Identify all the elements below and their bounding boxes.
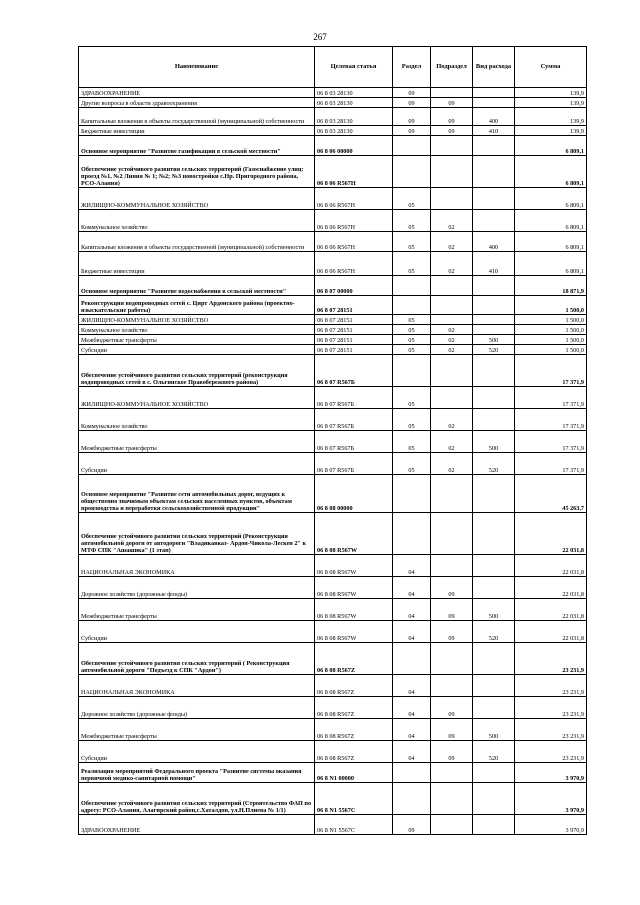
row-target: 06 8 07 R567Б [315, 431, 393, 453]
row-target: 06 8 06 R567Н [315, 232, 393, 252]
table-row [79, 276, 587, 296]
row-subsection [431, 296, 473, 315]
row-expense-type: 410 [473, 252, 515, 276]
table-row [79, 345, 587, 355]
row-amount: 3 970,9 [515, 815, 587, 835]
row-name: Основное мероприятие "Развитие водоснабжения в сельской местности" [79, 276, 315, 296]
table-row [79, 325, 587, 335]
row-amount: 6 809,1 [515, 232, 587, 252]
row-amount: 17 371,9 [515, 431, 587, 453]
row-target: 06 8 N1 5567С [315, 815, 393, 835]
row-target: 06 8 07 28151 [315, 335, 393, 345]
row-subsection [431, 643, 473, 675]
row-subsection [431, 675, 473, 697]
row-name: Обеспечение устойчивого развития сельских территорий (Газоснабжение улиц: проезд №1, №2 Линия № 1; №2; №3 новостройки с.Нр. Пригородного района, РСО-Алания) [79, 156, 315, 188]
row-section: 09 [393, 108, 431, 126]
row-expense-type [473, 315, 515, 325]
row-name: Дорожное хозяйство (дорожные фонды) [79, 697, 315, 719]
row-name: Межбюджетные трансферты [79, 335, 315, 345]
row-expense-type [473, 555, 515, 577]
table-row [79, 577, 587, 599]
row-section: 04 [393, 719, 431, 741]
header-amount: Сумма [515, 47, 587, 88]
row-section [393, 156, 431, 188]
row-amount: 23 231,9 [515, 741, 587, 763]
budget-table [78, 46, 587, 835]
row-expense-type [473, 355, 515, 387]
row-amount: 139,9 [515, 126, 587, 136]
row-target: 06 8 08 R567W [315, 513, 393, 555]
row-section [393, 276, 431, 296]
row-target: 06 8 07 28151 [315, 325, 393, 335]
table-row [79, 599, 587, 621]
row-name: Дорожное хозяйство (дорожные фонды) [79, 577, 315, 599]
row-amount: 18 871,9 [515, 276, 587, 296]
table-row [79, 643, 587, 675]
row-target: 06 8 08 R567Z [315, 675, 393, 697]
row-subsection: 09 [431, 621, 473, 643]
row-target: 06 8 06 R567Н [315, 252, 393, 276]
row-subsection [431, 513, 473, 555]
row-name: Другие вопросы в области здравоохранения [79, 98, 315, 108]
row-expense-type: 500 [473, 335, 515, 345]
table-header-row [79, 47, 587, 88]
table-row [79, 252, 587, 276]
row-name: ЗДРАВООХРАНЕНИЕ [79, 88, 315, 98]
row-section: 04 [393, 599, 431, 621]
row-name: Реконструкция водопроводных сетей с. Цирт Ардонского района (проектно-изыскательские работы) [79, 296, 315, 315]
row-target: 06 8 06 R567Н [315, 210, 393, 232]
row-amount: 17 371,9 [515, 355, 587, 387]
row-amount: 6 809,1 [515, 210, 587, 232]
row-amount: 23 231,9 [515, 719, 587, 741]
table-row [79, 763, 587, 783]
row-target: 06 8 07 28151 [315, 296, 393, 315]
row-name: Бюджетные инвестиции [79, 252, 315, 276]
row-section [393, 513, 431, 555]
table-row [79, 621, 587, 643]
row-subsection: 09 [431, 108, 473, 126]
row-expense-type [473, 210, 515, 232]
table-row [79, 136, 587, 156]
row-amount: 6 809,1 [515, 188, 587, 210]
row-subsection: 02 [431, 431, 473, 453]
row-name: Межбюджетные трансферты [79, 431, 315, 453]
row-subsection: 09 [431, 741, 473, 763]
row-expense-type: 400 [473, 232, 515, 252]
row-name: ЖИЛИЩНО-КОММУНАЛЬНОЕ ХОЗЯЙСТВО [79, 387, 315, 409]
row-expense-type: 400 [473, 108, 515, 126]
row-target: 06 8 08 R567Z [315, 741, 393, 763]
row-amount: 1 500,0 [515, 345, 587, 355]
row-amount: 22 031,8 [515, 577, 587, 599]
table-row [79, 453, 587, 475]
row-name: НАЦИОНАЛЬНАЯ ЭКОНОМИКА [79, 675, 315, 697]
row-expense-type [473, 513, 515, 555]
row-amount: 139,9 [515, 108, 587, 126]
row-section [393, 783, 431, 815]
row-section: 05 [393, 335, 431, 345]
row-amount: 22 031,8 [515, 621, 587, 643]
row-name: Межбюджетные трансферты [79, 599, 315, 621]
table-row [79, 126, 587, 136]
row-subsection: 09 [431, 98, 473, 108]
row-section: 05 [393, 325, 431, 335]
row-amount: 6 809,1 [515, 156, 587, 188]
row-amount: 139,9 [515, 88, 587, 98]
table-row [79, 232, 587, 252]
row-expense-type: 520 [473, 345, 515, 355]
table-row [79, 513, 587, 555]
row-section [393, 136, 431, 156]
table-row [79, 697, 587, 719]
table-row [79, 188, 587, 210]
row-target: 06 8 07 00000 [315, 276, 393, 296]
row-name: Основное мероприятие "Развитие газификации в сельской местности" [79, 136, 315, 156]
row-section: 09 [393, 126, 431, 136]
row-amount: 3 970,9 [515, 783, 587, 815]
row-expense-type: 520 [473, 453, 515, 475]
row-name: Межбюджетные трансферты [79, 719, 315, 741]
row-section: 04 [393, 621, 431, 643]
table-row [79, 355, 587, 387]
row-name: ЗДРАВООХРАНЕНИЕ [79, 815, 315, 835]
row-section [393, 475, 431, 513]
row-amount: 23 231,9 [515, 643, 587, 675]
table-body [79, 88, 587, 835]
row-expense-type [473, 296, 515, 315]
row-expense-type [473, 763, 515, 783]
table-row [79, 431, 587, 453]
table-row [79, 719, 587, 741]
row-name: Основное мероприятие "Развитие сети автомобильных дорог, ведущих к общественно значимым объектам сельских населенных пунктов, объектам производства и переработки сельскохозяйственной продукции" [79, 475, 315, 513]
row-name: Субсидии [79, 345, 315, 355]
row-expense-type [473, 98, 515, 108]
row-target: 06 8 N1 5567С [315, 783, 393, 815]
table-row [79, 783, 587, 815]
row-amount: 17 371,9 [515, 387, 587, 409]
row-expense-type: 500 [473, 719, 515, 741]
row-expense-type [473, 783, 515, 815]
row-target: 06 8 03 28130 [315, 108, 393, 126]
row-target: 06 8 08 R567W [315, 577, 393, 599]
row-target: 06 8 06 R567Н [315, 188, 393, 210]
row-name: ЖИЛИЩНО-КОММУНАЛЬНОЕ ХОЗЯЙСТВО [79, 188, 315, 210]
row-section [393, 296, 431, 315]
header-section: Раздел [393, 47, 431, 88]
row-subsection [431, 276, 473, 296]
row-subsection [431, 188, 473, 210]
row-amount: 17 371,9 [515, 409, 587, 431]
row-section: 05 [393, 431, 431, 453]
row-section: 05 [393, 252, 431, 276]
row-expense-type [473, 88, 515, 98]
row-amount: 23 231,9 [515, 675, 587, 697]
row-target: 06 8 08 00000 [315, 475, 393, 513]
table-row [79, 156, 587, 188]
row-subsection [431, 763, 473, 783]
header-target: Целевая статья [315, 47, 393, 88]
row-subsection [431, 815, 473, 835]
row-amount: 22 031,8 [515, 599, 587, 621]
header-subsection: Подраздел [431, 47, 473, 88]
row-expense-type [473, 643, 515, 675]
row-section: 05 [393, 409, 431, 431]
row-section: 05 [393, 387, 431, 409]
row-name: Обеспечение устойчивого развития сельских территорий ( Реконструкция автомобильной дороги "Подъезд к СПК "Ардон") [79, 643, 315, 675]
row-name: Коммунальное хозяйство [79, 409, 315, 431]
row-subsection: 02 [431, 345, 473, 355]
row-name: Коммунальное хозяйство [79, 325, 315, 335]
page-number: 267 [313, 32, 327, 42]
row-amount: 1 500,0 [515, 315, 587, 325]
row-subsection [431, 555, 473, 577]
row-target: 06 8 08 R567W [315, 555, 393, 577]
row-subsection [431, 136, 473, 156]
row-expense-type [473, 387, 515, 409]
table-row [79, 387, 587, 409]
row-section: 05 [393, 210, 431, 232]
table-row [79, 555, 587, 577]
table-row [79, 210, 587, 232]
row-subsection: 02 [431, 252, 473, 276]
row-name: Бюджетные инвестиции [79, 126, 315, 136]
row-expense-type: 520 [473, 741, 515, 763]
row-subsection: 02 [431, 409, 473, 431]
row-name: Обеспечение устойчивого развития сельских территорий (Реконструкция автомобильной дороги от автодороги "Владикавказ- Ардон-Чикола-Лескен 2" к МТФ СПК "Ашашика" (1 этап) [79, 513, 315, 555]
row-section: 04 [393, 577, 431, 599]
table-row [79, 815, 587, 835]
row-amount: 45 263,7 [515, 475, 587, 513]
row-section: 04 [393, 697, 431, 719]
row-target: 06 8 03 28130 [315, 98, 393, 108]
row-subsection: 02 [431, 325, 473, 335]
row-expense-type: 410 [473, 126, 515, 136]
row-expense-type [473, 188, 515, 210]
row-target: 06 8 07 R567Б [315, 355, 393, 387]
row-amount: 3 970,9 [515, 763, 587, 783]
row-target: 06 8 07 28151 [315, 315, 393, 325]
header-expense-type: Вид расхода [473, 47, 515, 88]
row-expense-type [473, 577, 515, 599]
row-subsection [431, 88, 473, 98]
row-target: 06 8 08 R567Z [315, 697, 393, 719]
row-amount: 17 371,9 [515, 453, 587, 475]
row-name: НАЦИОНАЛЬНАЯ ЭКОНОМИКА [79, 555, 315, 577]
table-row [79, 475, 587, 513]
row-expense-type: 500 [473, 431, 515, 453]
row-name: Субсидии [79, 621, 315, 643]
row-section [393, 355, 431, 387]
row-target: 06 8 07 R567Б [315, 409, 393, 431]
row-section: 04 [393, 675, 431, 697]
row-target: 06 8 07 R567Б [315, 453, 393, 475]
row-amount: 22 031,8 [515, 555, 587, 577]
row-subsection [431, 387, 473, 409]
row-subsection: 09 [431, 577, 473, 599]
row-target: 06 8 07 28151 [315, 345, 393, 355]
row-subsection [431, 315, 473, 325]
row-expense-type [473, 475, 515, 513]
row-amount: 139,9 [515, 98, 587, 108]
row-section: 05 [393, 453, 431, 475]
row-name: Обеспечение устойчивого развития сельских территорий (Строительство ФАП по адресу: РСО-Алания, Алагирский район,с.Хаталдон, ул.Н.Плиева № 1/1) [79, 783, 315, 815]
row-name: Капитальные вложения в объекты государственной (муниципальной) собственности [79, 108, 315, 126]
row-name: Коммунальное хозяйство [79, 210, 315, 232]
row-subsection: 02 [431, 453, 473, 475]
row-target: 06 8 08 R567W [315, 621, 393, 643]
row-subsection: 02 [431, 232, 473, 252]
row-target: 06 8 03 28130 [315, 88, 393, 98]
row-target: 06 8 08 R567Z [315, 719, 393, 741]
row-expense-type [473, 409, 515, 431]
row-section: 05 [393, 315, 431, 325]
row-expense-type [473, 136, 515, 156]
row-subsection [431, 156, 473, 188]
row-section: 05 [393, 232, 431, 252]
row-subsection: 09 [431, 719, 473, 741]
row-expense-type [473, 325, 515, 335]
row-target: 06 8 07 R567Б [315, 387, 393, 409]
row-name: Капитальные вложения в объекты государственной (муниципальной) собственности [79, 232, 315, 252]
row-amount: 6 809,1 [515, 252, 587, 276]
row-section: 04 [393, 741, 431, 763]
row-subsection: 09 [431, 599, 473, 621]
table-row [79, 88, 587, 98]
table-row [79, 409, 587, 431]
row-subsection [431, 475, 473, 513]
row-target: 06 8 03 28130 [315, 126, 393, 136]
row-target: 06 8 06 00000 [315, 136, 393, 156]
row-subsection: 02 [431, 210, 473, 232]
row-amount: 23 231,9 [515, 697, 587, 719]
table-row [79, 335, 587, 345]
row-expense-type [473, 815, 515, 835]
table-row [79, 296, 587, 315]
row-expense-type [473, 675, 515, 697]
row-target: 06 8 08 R567W [315, 599, 393, 621]
row-name: Обеспечение устойчивого развития сельских территорий (реконструкция водопроводных сетей в с. Ольгинское Правобережного района) [79, 355, 315, 387]
row-target: 06 8 08 R567Z [315, 643, 393, 675]
row-target: 06 8 N1 00000 [315, 763, 393, 783]
row-section: 09 [393, 98, 431, 108]
row-section: 09 [393, 88, 431, 98]
row-subsection: 09 [431, 697, 473, 719]
row-section [393, 763, 431, 783]
row-section: 09 [393, 815, 431, 835]
header-name: Наименование [79, 47, 315, 88]
row-section: 05 [393, 345, 431, 355]
row-name: Субсидии [79, 741, 315, 763]
row-expense-type: 500 [473, 599, 515, 621]
row-expense-type [473, 276, 515, 296]
row-amount: 1 500,0 [515, 325, 587, 335]
row-amount: 1 500,0 [515, 296, 587, 315]
row-target: 06 8 06 R567Н [315, 156, 393, 188]
row-amount: 1 500,0 [515, 335, 587, 345]
row-expense-type [473, 156, 515, 188]
row-name: Субсидии [79, 453, 315, 475]
row-amount: 6 809,1 [515, 136, 587, 156]
table-row [79, 108, 587, 126]
row-section: 04 [393, 555, 431, 577]
row-name: Реализация мероприятий Федерального проекта "Развитие системы оказания первичной медико-санитарной помощи" [79, 763, 315, 783]
row-name: ЖИЛИЩНО-КОММУНАЛЬНОЕ ХОЗЯЙСТВО [79, 315, 315, 325]
table-row [79, 315, 587, 325]
row-expense-type [473, 697, 515, 719]
row-subsection [431, 355, 473, 387]
row-expense-type: 520 [473, 621, 515, 643]
row-amount: 22 031,8 [515, 513, 587, 555]
row-section [393, 643, 431, 675]
table-row [79, 98, 587, 108]
row-subsection: 09 [431, 126, 473, 136]
table-row [79, 741, 587, 763]
table-row [79, 675, 587, 697]
row-section: 05 [393, 188, 431, 210]
row-subsection: 02 [431, 335, 473, 345]
row-subsection [431, 783, 473, 815]
